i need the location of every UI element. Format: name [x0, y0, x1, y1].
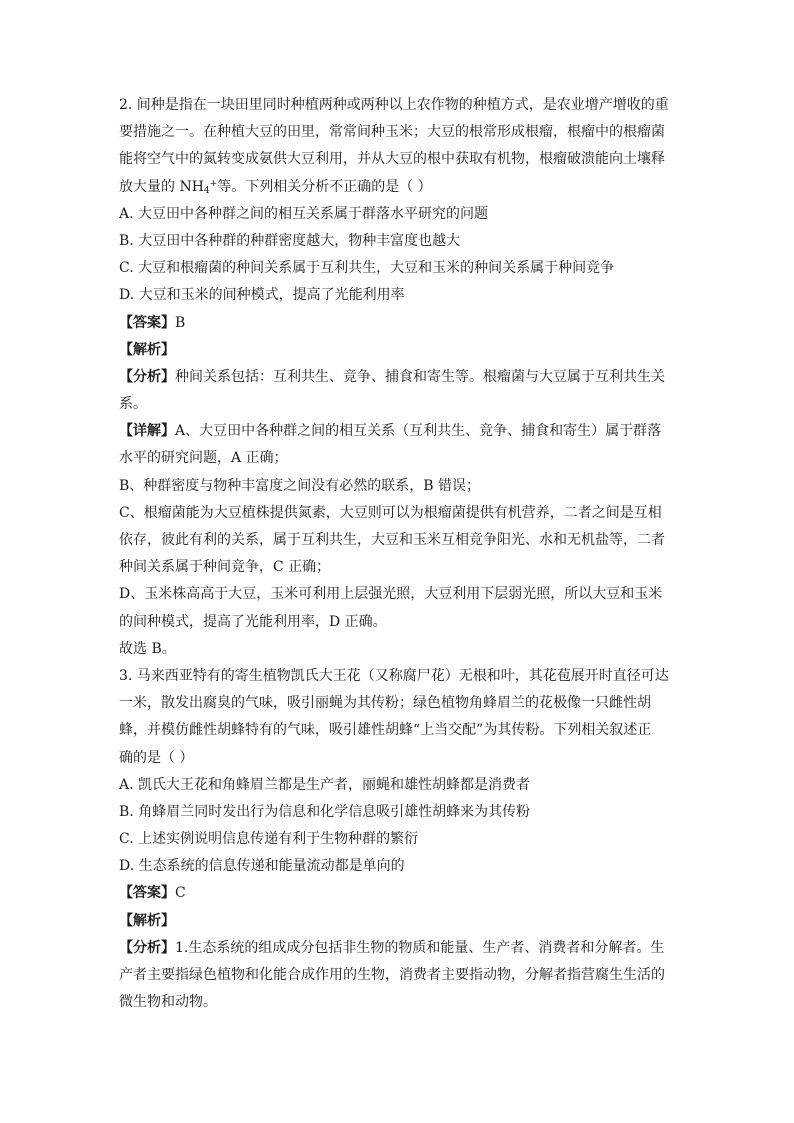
ammonium-subscript: 4 [203, 185, 210, 196]
q3-stem-line: 一米，散发出腐臭的气味，吸引丽蝇为其传粉；绿色植物角蜂眉兰的花极像一只雌性胡 [119, 695, 651, 712]
fenxi-text: 1.生态系统的组成成分包括非生物的物质和能量、生产者、消费者和分解者。生 [175, 939, 665, 956]
answer-value: C [175, 885, 186, 902]
xiangjie-tag: 【详解】 [119, 423, 175, 440]
fenxi-text: 种间关系包括：互利共生、竞争、捕食和寄生等。根瘤菌与大豆属于互利共生关 [175, 368, 665, 385]
detail-text: A、大豆田中各种群之间的相互关系（互利共生、竞争、捕食和寄生）属于群落 [175, 423, 662, 440]
q2-option-d: D. 大豆和玉米的间种模式，提高了光能利用率 [119, 287, 405, 304]
q3-option-a: A. 凯氏大王花和角蜂眉兰都是生产者，丽蝇和雄性胡蜂都是消费者 [119, 776, 531, 793]
q2-stem-line: 2. 间种是指在一块田里同时种植两种或两种以上农作物的种植方式，是农业增产增收的重 [119, 97, 669, 113]
q2-stem-line-last [119, 174, 688, 201]
fenxi-tag: 【分析】 [119, 368, 175, 385]
q2-option-b: B. 大豆田中各种群的种群密度越大，物种丰富度也越大 [119, 232, 461, 249]
q2-fenxi-line [119, 364, 688, 391]
q2-option-c: C. 大豆和根瘤菌的种间关系属于互利共生，大豆和玉米的种间关系属于种间竞争 [119, 260, 615, 277]
q2-detail-line: D、玉米株高高于大豆，玉米可利用上层强光照，大豆利用下层弱光照，所以大豆和玉米 [119, 586, 663, 603]
q2-stem-post: 等。下列相关分析不正确的是（ ） [217, 178, 432, 195]
q2-detail-line: 的间种模式，提高了光能利用率，D 正确。 [119, 613, 387, 630]
q2-detail-line: B、种群密度与物种丰富度之间没有必然的联系，B 错误； [119, 477, 481, 494]
q3-fenxi-line [119, 935, 688, 962]
q3-option-c: C. 上述实例说明信息传递有利于生物种群的繁衍 [119, 831, 419, 848]
q3-stem-line: 蜂，并模仿雌性胡蜂特有的气味，吸引雄性胡蜂“上当交配”为其传粉。下列相关叙述正 [119, 722, 652, 739]
fenxi-tag: 【分析】 [119, 939, 175, 956]
q2-stem-line: 要措施之一。在种植大豆的田里，常常间种玉米；大豆的根常形成根瘤，根瘤中的根瘤菌 [119, 124, 665, 141]
q2-detail-line: 种间关系属于种间竞争，C 正确； [119, 559, 331, 576]
q2-option-a: A. 大豆田中各种群之间的相互关系属于群落水平研究的问题 [119, 205, 489, 222]
q3-option-b: B. 角蜂眉兰同时发出行为信息和化学信息吸引雄性胡蜂来为其传粉 [119, 803, 531, 820]
q2-stem-pre: 放大量的 NH [119, 178, 204, 195]
q2-stem-line: 能将空气中的氮转变成氨供大豆利用，并从大豆的根中获取有机物，根瘤破溃能向土壤释 [119, 151, 665, 168]
answer-value: B [175, 314, 186, 331]
q3-stem-line: 确的是（ ） [119, 749, 194, 766]
q2-conclusion: 故选 B。 [119, 640, 176, 657]
ammonium-superscript: + [209, 178, 218, 189]
q2-answer [119, 310, 688, 337]
q3-fenxi-line: 微生物和动物。 [119, 994, 217, 1011]
question-2 [119, 92, 688, 663]
q3-analysis-heading: 【解析】 [119, 912, 175, 929]
q2-detail-line: 依存，彼此有利的关系，属于互利共生，大豆和玉米互相竞争阳光、水和无机盐等，二者 [119, 532, 665, 548]
q3-answer [119, 880, 688, 907]
q2-analysis-heading: 【解析】 [119, 341, 175, 358]
q3-stem-line: 3. 马来西亚特有的寄生植物凯氏大王花（又称腐尸花）无根和叶，其花苞展开时直径可达 [119, 667, 669, 684]
q2-detail-line [119, 418, 688, 445]
q2-detail-line: 水平的研究问题，A 正确； [119, 450, 288, 467]
q3-fenxi-line: 产者主要指绿色植物和化能合成作用的生物，消费者主要指动物，分解者指营腐生生活的 [119, 967, 665, 983]
question-3 [119, 663, 688, 1016]
q2-fenxi-line: 系。 [119, 396, 147, 413]
answer-tag: 【答案】 [119, 885, 175, 902]
answer-tag: 【答案】 [119, 314, 175, 331]
q3-option-d: D. 生态系统的信息传递和能量流动都是单向的 [119, 858, 405, 875]
q2-detail-line: C、根瘤菌能为大豆植株提供氮素，大豆则可以为根瘤菌提供有机营养，二者之间是互相 [119, 504, 662, 521]
